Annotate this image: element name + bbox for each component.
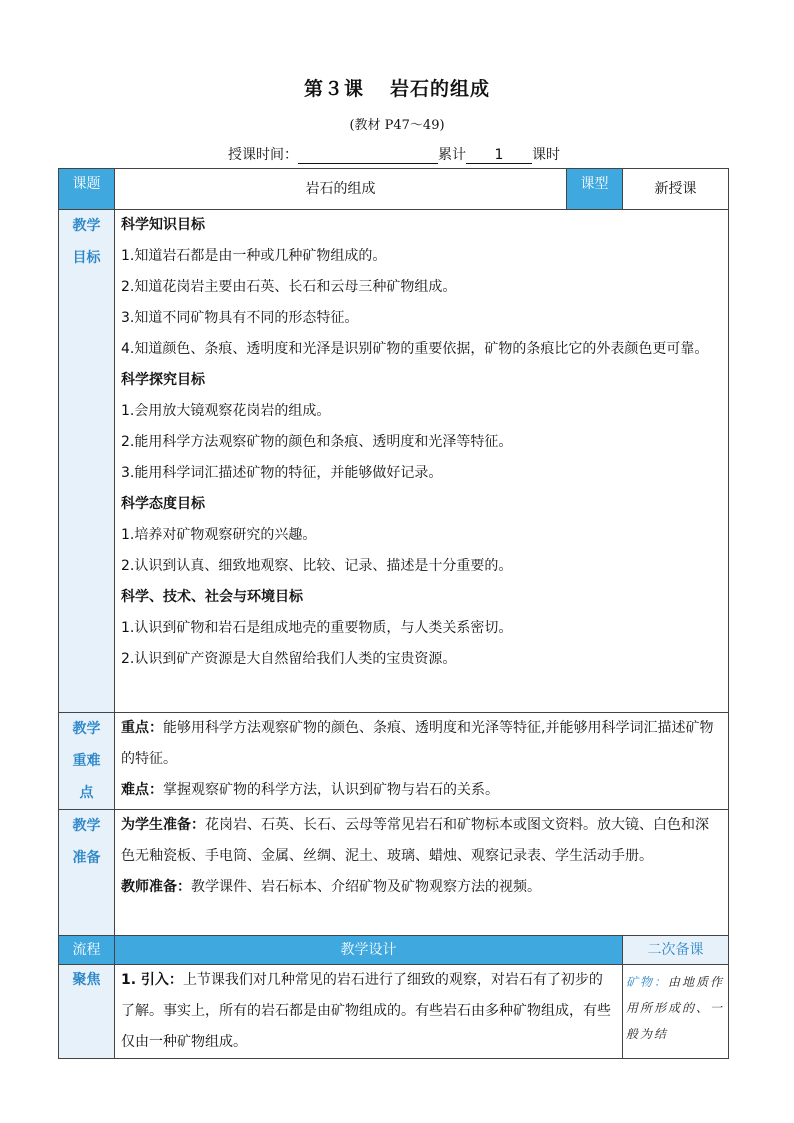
list-item: 1.培养对矿物观察研究的兴趣。 [121,527,317,543]
objectives-label: 教学 目标 [59,210,115,713]
time-blank[interactable] [298,147,438,164]
hours-label: 课时 [532,147,560,163]
type-value: 新授课 [623,169,729,210]
topic-value: 岩石的组成 [115,169,567,210]
section-heading: 科学、技术、社会与环境目标 [121,589,303,605]
focus-row [59,965,729,1059]
topic-label: 课题 [59,169,115,210]
design-header: 教学设计 [115,936,623,965]
section-heading: 科学探究目标 [121,372,205,388]
list-item: 2.认识到认真、细致地观察、比较、记录、描述是十分重要的。 [121,558,513,574]
list-item: 2.知道花岗岩主要由石英、长石和云母三种矿物组成。 [121,279,457,295]
preparation-content [115,810,729,936]
list-item: 3.能用科学词汇描述矿物的特征，并能够做好记录。 [121,465,443,481]
section-heading: 科学态度目标 [121,496,205,512]
section-heading: 科学知识目标 [121,217,205,233]
focus-label: 聚焦 [59,965,115,1059]
flow-header: 流程 [59,936,115,965]
objectives-row [59,210,729,713]
preparation-label: 教学 准备 [59,810,115,936]
textbook-pages: (教材 P47～49) [349,118,445,133]
list-item: 2.能用科学方法观察矿物的颜色和条痕、透明度和光泽等特征。 [121,434,513,450]
type-label: 课型 [567,169,623,210]
list-item: 2.认识到矿产资源是大自然留给我们人类的宝贵资源。 [121,651,457,667]
topic-row [59,169,729,210]
difficulty-point: 难点：掌握观察矿物的科学方法，认识到矿物与岩石的关系。 [121,782,499,798]
lesson-plan-table [58,168,729,1059]
list-item: 4.知道颜色、条痕、透明度和光泽是识别矿物的重要依据，矿物的条痕比它的外表颜色更可靠。 [121,341,709,357]
list-item: 1.会用放大镜观察花岗岩的组成。 [121,403,331,419]
list-item: 1.认识到矿物和岩石是组成地壳的重要物质，与人类关系密切。 [121,620,513,636]
objectives-content [115,210,729,713]
lesson-number: 第３课 [303,78,364,100]
key-point: 重点：能够用科学方法观察矿物的颜色、条痕、透明度和光泽等特征,并能够用科学词汇描述矿物的特征。 [121,720,714,767]
list-item: 3.知道不同矿物具有不同的形态特征。 [121,310,359,326]
secondary-note: 矿物：由地质作用所形成的、一般为结 [623,965,729,1059]
process-header-row [59,936,729,965]
key-points-content [115,713,729,810]
key-points-row [59,713,729,810]
total-value[interactable]: 1 [466,147,532,164]
teacher-preparation: 教师准备：教学课件、岩石标本、介绍矿物及矿物观察方法的视频。 [121,879,541,895]
lesson-time-line [228,144,560,164]
student-preparation: 为学生准备：花岗岩、石英、长石、云母等常见岩石和矿物标本或图文资料。放大镜、白色和深色无釉瓷板、手电筒、金属、丝绸、泥土、玻璃、蜡烛、观察记录表、学生活动手册。 [121,817,709,864]
key-points-label: 教学 重难 点 [59,713,115,810]
time-label: 授课时间： [228,147,298,163]
preparation-row [59,810,729,936]
secondary-header: 二次备课 [623,936,729,965]
total-label: 累计 [438,147,466,163]
focus-content: 1. 引入：上节课我们对几种常见的岩石进行了细致的观察，对岩石有了初步的了解。事实上，所有的岩石都是由矿物组成的。有些岩石由多种矿物组成，有些仅由一种矿物组成。 [115,965,623,1059]
list-item: 1.知道岩石都是由一种或几种矿物组成的。 [121,248,387,264]
lesson-title [0,74,794,101]
lesson-name: 岩石的组成 [390,78,491,100]
